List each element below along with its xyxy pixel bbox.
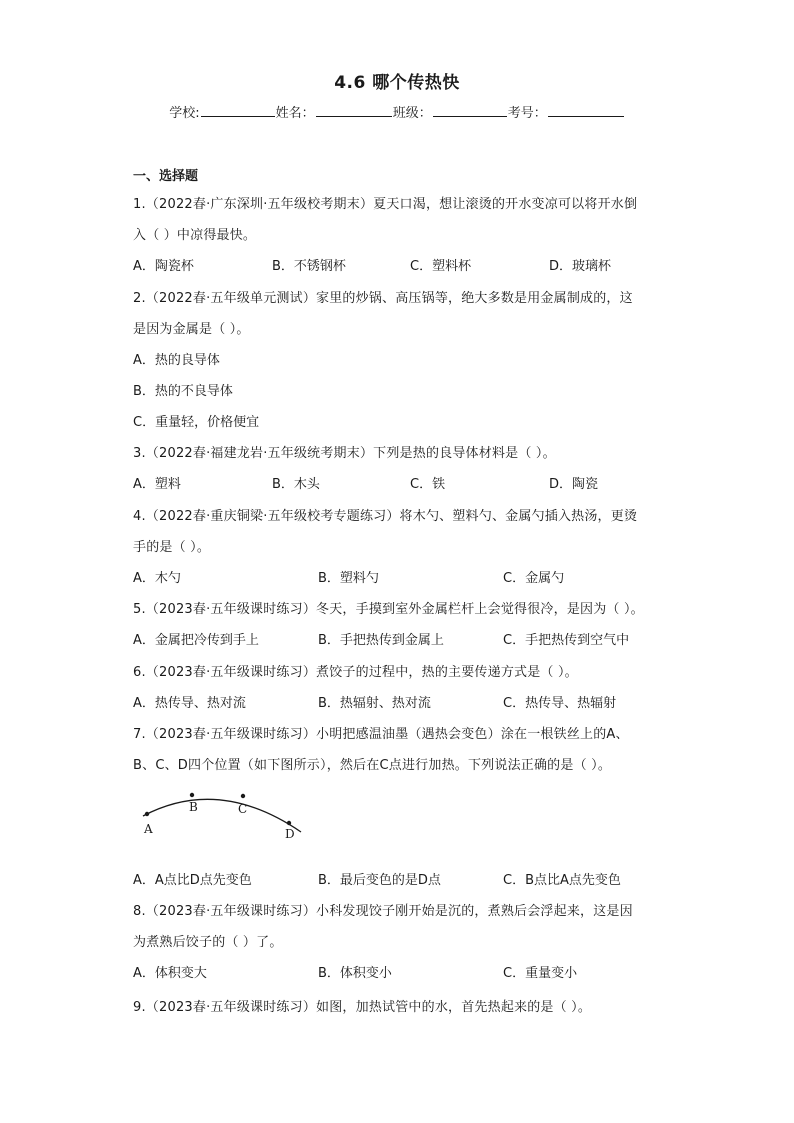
question-4-line-1: 4.（2022春·重庆铜梁·五年级校考专题练习）将木勺、塑料勺、金属勺插入热汤，更烫 <box>133 509 638 524</box>
question-7-option-a[interactable]: A．A点比D点先变色 <box>133 873 252 888</box>
question-1-option-d[interactable]: D．玻璃杯 <box>549 259 612 274</box>
class-blank[interactable] <box>433 104 507 117</box>
school-blank[interactable] <box>201 104 275 117</box>
question-8-line-1: 8.（2023春·五年级课时练习）小科发现饺子刚开始是沉的，煮熟后会浮起来，这是因 <box>133 904 633 919</box>
section-title: 一、选择题 <box>133 169 199 184</box>
question-8-option-c[interactable]: C．重量变小 <box>503 966 578 981</box>
exam-no-blank[interactable] <box>548 104 624 117</box>
student-info-line <box>0 102 794 121</box>
question-7-option-c[interactable]: C．B点比A点先变色 <box>503 873 621 888</box>
class-label: 班级： <box>392 106 432 121</box>
point-c-label: C <box>238 802 248 816</box>
question-3-option-d[interactable]: D．陶瓷 <box>549 477 599 492</box>
question-8-line-2: 为煮熟后饺子的（ ）了。 <box>133 935 283 950</box>
point-b-dot <box>190 793 194 797</box>
question-1-option-b[interactable]: B．不锈钢杯 <box>272 259 346 274</box>
question-6-option-a[interactable]: A．热传导、热对流 <box>133 696 246 711</box>
question-7-line-2: B、C、D四个位置（如下图所示），然后在C点进行加热。下列说法正确的是（ ）。 <box>133 758 612 773</box>
wire-heating-diagram <box>137 786 309 838</box>
school-label: 学校: <box>169 106 200 121</box>
question-2-line-2: 是因为金属是（ ）。 <box>133 322 250 337</box>
question-3-option-b[interactable]: B．木头 <box>272 477 320 492</box>
question-5-option-a[interactable]: A．金属把冷传到手上 <box>133 633 259 648</box>
question-4-option-b[interactable]: B．塑料勺 <box>318 571 379 586</box>
question-2-option-b[interactable]: B．热的不良导体 <box>133 384 233 399</box>
question-7-option-b[interactable]: B．最后变色的是D点 <box>318 873 441 888</box>
page-title: 4.6 哪个传热快 <box>334 73 460 93</box>
question-6-line-1: 6.（2023春·五年级课时练习）煮饺子的过程中，热的主要传递方式是（ ）。 <box>133 665 578 680</box>
question-5-option-c[interactable]: C．手把热传到空气中 <box>503 633 630 648</box>
name-blank[interactable] <box>316 104 392 117</box>
question-8-option-a[interactable]: A．体积变大 <box>133 966 207 981</box>
point-a-dot <box>145 812 149 816</box>
question-4-option-c[interactable]: C．金属勺 <box>503 571 565 586</box>
question-3-option-c[interactable]: C．铁 <box>410 477 446 492</box>
iron-wire-curve <box>143 799 301 832</box>
question-8-option-b[interactable]: B．体积变小 <box>318 966 392 981</box>
point-a-label: A <box>144 822 153 836</box>
question-1-option-c[interactable]: C．塑料杯 <box>410 259 472 274</box>
question-2-option-c[interactable]: C．重量轻，价格便宜 <box>133 415 260 430</box>
question-4-line-2: 手的是（ ）。 <box>133 540 211 555</box>
question-2-option-a[interactable]: A．热的良导体 <box>133 353 220 368</box>
exam-no-label: 考号： <box>507 106 547 121</box>
name-label: 姓名： <box>275 106 315 121</box>
question-6-option-b[interactable]: B．热辐射、热对流 <box>318 696 431 711</box>
question-5-line-1: 5.（2023春·五年级课时练习）冬天，手摸到室外金属栏杆上会觉得很冷，是因为（ ）。 <box>133 602 644 617</box>
question-2-line-1: 2.（2022春·五年级单元测试）家里的炒锅、高压锅等，绝大多数是用金属制成的，这 <box>133 291 633 306</box>
point-d-dot <box>287 821 291 825</box>
question-4-option-a[interactable]: A．木勺 <box>133 571 181 586</box>
question-9-line-1: 9.（2023春·五年级课时练习）如图，加热试管中的水，首先热起来的是（ ）。 <box>133 1000 592 1015</box>
question-1-line-1: 1.（2022春·广东深圳·五年级校考期末）夏天口渴，想让滚烫的开水变凉可以将开水倒 <box>133 197 638 212</box>
point-d-label: D <box>285 827 295 838</box>
point-b-label: B <box>189 800 198 814</box>
question-1-line-2: 入（ ）中凉得最快。 <box>133 228 257 243</box>
question-5-option-b[interactable]: B．手把热传到金属上 <box>318 633 444 648</box>
question-1-option-a[interactable]: A．陶瓷杯 <box>133 259 194 274</box>
point-c-dot <box>241 794 245 798</box>
question-3-option-a[interactable]: A．塑料 <box>133 477 181 492</box>
question-3-line-1: 3.（2022春·福建龙岩·五年级统考期末）下列是热的良导体材料是（ ）。 <box>133 446 556 461</box>
question-6-option-c[interactable]: C．热传导、热辐射 <box>503 696 617 711</box>
question-7-line-1: 7.（2023春·五年级课时练习）小明把感温油墨（遇热会变色）涂在一根铁丝上的A、 <box>133 727 629 742</box>
